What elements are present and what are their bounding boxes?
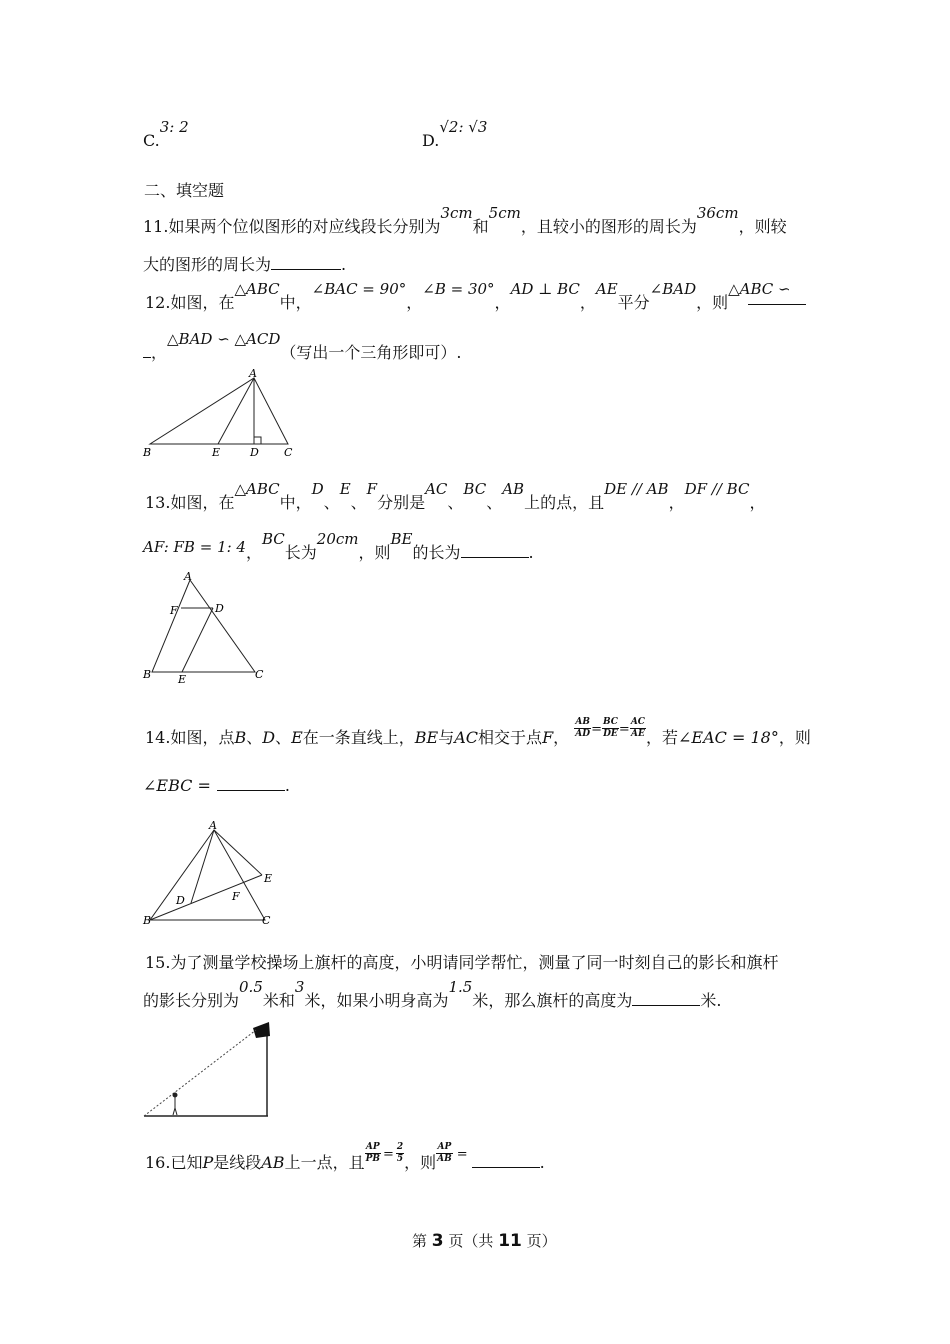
- total-pages: 11: [498, 1231, 522, 1251]
- text: 如图，在: [170, 493, 235, 512]
- triangle-abc: [152, 580, 255, 672]
- math: E: [291, 728, 303, 747]
- segment-ad: [191, 830, 214, 903]
- answer-blank[interactable]: [461, 543, 529, 558]
- text: 上的点，且: [524, 493, 605, 512]
- text: 相交于点: [478, 728, 543, 747]
- answer-blank-tail: [143, 343, 151, 358]
- text: 、: [350, 493, 367, 512]
- segment-be: [150, 875, 262, 920]
- answer-blank[interactable]: [472, 1153, 540, 1168]
- option-d-value: √2: √3: [439, 118, 488, 136]
- text: 在一条直线上，: [302, 728, 415, 747]
- math: ∠EBC =: [143, 776, 211, 795]
- math: 3cm: [440, 204, 473, 222]
- math: D: [311, 480, 324, 498]
- text: 如图，在: [170, 293, 235, 312]
- text: ，且较小的图形的周长为: [520, 217, 697, 236]
- question-number: 14.: [145, 728, 171, 747]
- question-15-line2: [143, 978, 722, 1011]
- segment-de: [182, 608, 213, 672]
- label-b: B: [143, 668, 152, 681]
- numerator: AP: [365, 1142, 380, 1152]
- numerator: BC: [602, 717, 618, 727]
- question-16: [145, 1142, 545, 1175]
- text: ，: [494, 293, 511, 312]
- text: ，: [553, 728, 570, 747]
- math: 36cm: [696, 204, 739, 222]
- question-12-line1: [145, 280, 791, 313]
- math: △ABC: [234, 280, 280, 298]
- answer-blank[interactable]: [748, 290, 806, 305]
- question-13-line1: [145, 480, 766, 513]
- equals: =: [618, 722, 630, 737]
- section-title: 二、填空题: [144, 181, 225, 200]
- math: BC: [463, 480, 487, 498]
- question-number: 13.: [145, 493, 171, 512]
- denominator: AD: [575, 729, 591, 739]
- math: AD ⊥ BC: [510, 280, 580, 298]
- math: F: [542, 728, 554, 747]
- denominator: DE: [603, 729, 618, 739]
- text: 长为: [284, 543, 317, 562]
- question-11-line1: [143, 204, 787, 237]
- denominator: PB: [365, 1154, 380, 1164]
- text: 上一点，且: [284, 1153, 365, 1172]
- text: 中，: [279, 293, 312, 312]
- math: 20cm: [316, 530, 359, 548]
- option-c-label: C.: [143, 131, 160, 150]
- math: F: [366, 480, 378, 498]
- text: ，: [151, 343, 168, 362]
- text: .: [528, 543, 534, 562]
- answer-blank[interactable]: [271, 255, 341, 270]
- label-d: D: [176, 894, 185, 907]
- footer-text: 第: [412, 1232, 428, 1250]
- option-d-label: D.: [422, 131, 440, 150]
- text: 、: [447, 493, 464, 512]
- math: 3: [294, 978, 305, 996]
- option-d: [422, 118, 488, 150]
- math: AC: [425, 480, 448, 498]
- text: 、: [275, 728, 292, 747]
- fraction-bc-de: [602, 717, 619, 740]
- label-a: A: [209, 819, 217, 832]
- fraction-ac-ae: [630, 717, 646, 740]
- denominator: AE: [630, 729, 645, 739]
- numerator: 2: [396, 1142, 404, 1152]
- segment-ae: [218, 378, 254, 444]
- question-number: 15.: [145, 953, 171, 972]
- math: 0.5: [239, 978, 263, 996]
- answer-blank[interactable]: [217, 776, 285, 791]
- label-a: A: [184, 570, 192, 583]
- segment-ae: [214, 830, 262, 875]
- math: AC: [454, 728, 479, 747]
- text: （写出一个三角形即可）.: [280, 343, 462, 362]
- sun-ray-dashed: [144, 1030, 256, 1116]
- question-11-line2: [143, 252, 346, 275]
- equals: =: [591, 722, 602, 737]
- fraction-ap-pb: [365, 1142, 381, 1165]
- denominator: AB: [437, 1154, 452, 1164]
- math: B: [234, 728, 247, 747]
- q14-triangle-figure: [140, 818, 280, 930]
- math: 5cm: [488, 204, 521, 222]
- text: 如图，点: [170, 728, 235, 747]
- math: △BAD ∽ △ACD: [167, 330, 281, 348]
- text: 米.: [700, 991, 722, 1010]
- fraction-ap-ab: [436, 1142, 453, 1165]
- text: 、: [486, 493, 503, 512]
- question-13-line2: [143, 530, 534, 563]
- math: AE: [595, 280, 618, 298]
- label-c: C: [284, 446, 293, 459]
- label-d: D: [250, 446, 259, 459]
- label-f: F: [232, 890, 240, 903]
- fraction-ab-ad: [574, 717, 591, 740]
- label-a: A: [249, 368, 257, 380]
- person-icon: [173, 1093, 177, 1115]
- equals: =: [382, 1147, 394, 1162]
- text: 的长为: [412, 543, 461, 562]
- text: 为了测量学校操场上旗杆的高度，小明请同学帮忙，测量了同一时刻自己的影长和旗杆: [170, 953, 779, 972]
- math: ∠BAD: [649, 280, 697, 298]
- text: .: [284, 776, 290, 795]
- equals: =: [456, 1147, 468, 1162]
- text: ，: [579, 293, 596, 312]
- math: AF: FB = 1: 4: [143, 538, 246, 556]
- math: ∠B = 30°: [422, 280, 495, 298]
- label-b: B: [143, 914, 152, 927]
- math: ∠BAC = 90°: [311, 280, 407, 298]
- text: ，: [245, 543, 262, 562]
- math: ∠EAC = 18°: [678, 728, 779, 747]
- label-e: E: [264, 872, 273, 885]
- numerator: AB: [575, 717, 590, 727]
- text: 如果两个位似图形的对应线段长分别为: [168, 217, 441, 236]
- text: 分别是: [377, 493, 426, 512]
- label-d: D: [215, 602, 224, 615]
- right-angle-mark: [254, 437, 261, 444]
- math: BE: [414, 728, 439, 747]
- footer-text: 页）: [526, 1232, 557, 1250]
- text: .: [341, 255, 347, 274]
- text: 、: [246, 728, 263, 747]
- denominator: 5: [396, 1154, 404, 1164]
- question-number: 12.: [145, 293, 171, 312]
- text: 的影长分别为: [143, 991, 240, 1010]
- label-e: E: [212, 446, 221, 459]
- q15-flagpole-figure: [140, 1018, 275, 1120]
- option-c-value: 3: 2: [159, 118, 189, 136]
- text: ，: [406, 293, 423, 312]
- text: 与: [438, 728, 455, 747]
- question-14-line2: [143, 776, 290, 795]
- text: 已知: [170, 1153, 203, 1172]
- text: ，则较: [738, 217, 787, 236]
- math: AB: [502, 480, 525, 498]
- label-c: C: [255, 668, 264, 681]
- question-15-line1: [145, 950, 778, 973]
- math: DE // AB: [604, 480, 669, 498]
- text: 中，: [279, 493, 312, 512]
- option-c: [143, 118, 189, 150]
- page-number: 3: [431, 1231, 444, 1251]
- math: E: [339, 480, 351, 498]
- math: 1.5: [448, 978, 473, 996]
- triangle-abc: [150, 378, 288, 444]
- q13-triangle-figure: [140, 568, 270, 688]
- math: DF // BC: [684, 480, 750, 498]
- text: ，则: [696, 293, 729, 312]
- text: ，: [668, 493, 685, 512]
- label-e: E: [178, 673, 187, 686]
- label-b: B: [143, 446, 152, 459]
- numerator: AC: [630, 717, 645, 727]
- text: 平分: [617, 293, 650, 312]
- question-12-line2: [143, 330, 462, 363]
- math: BE: [390, 530, 413, 548]
- math: △ABC: [234, 480, 280, 498]
- label-c: C: [262, 914, 271, 927]
- math: P: [202, 1153, 214, 1172]
- text: 米，如果小明身高为: [304, 991, 449, 1010]
- text: 大的图形的周长为: [143, 255, 272, 274]
- text: 、: [323, 493, 340, 512]
- q12-triangle-figure: [140, 368, 300, 460]
- text: 米和: [262, 991, 295, 1010]
- text: ，则: [358, 543, 391, 562]
- text: ，若: [645, 728, 678, 747]
- text: 和: [472, 217, 489, 236]
- numerator: AP: [437, 1142, 452, 1152]
- question-14-line1: [145, 717, 811, 750]
- text: .: [539, 1153, 545, 1172]
- fraction-2-5: [396, 1142, 404, 1165]
- question-number: 11.: [143, 217, 169, 236]
- text: 米，那么旗杆的高度为: [472, 991, 633, 1010]
- math: △ABC ∽: [728, 280, 791, 298]
- answer-blank[interactable]: [632, 991, 700, 1006]
- text: ，则: [404, 1153, 437, 1172]
- math: BC: [262, 530, 285, 548]
- triangle-abc: [150, 830, 265, 920]
- label-f: F: [170, 604, 178, 617]
- footer-text: 页（共: [448, 1232, 494, 1250]
- math: AB: [261, 1153, 285, 1172]
- math: D: [262, 728, 276, 747]
- text: ，: [749, 493, 766, 512]
- question-number: 16.: [145, 1153, 171, 1172]
- page-footer: [412, 1230, 557, 1251]
- text: 是线段: [213, 1153, 262, 1172]
- text: ，则: [778, 728, 811, 747]
